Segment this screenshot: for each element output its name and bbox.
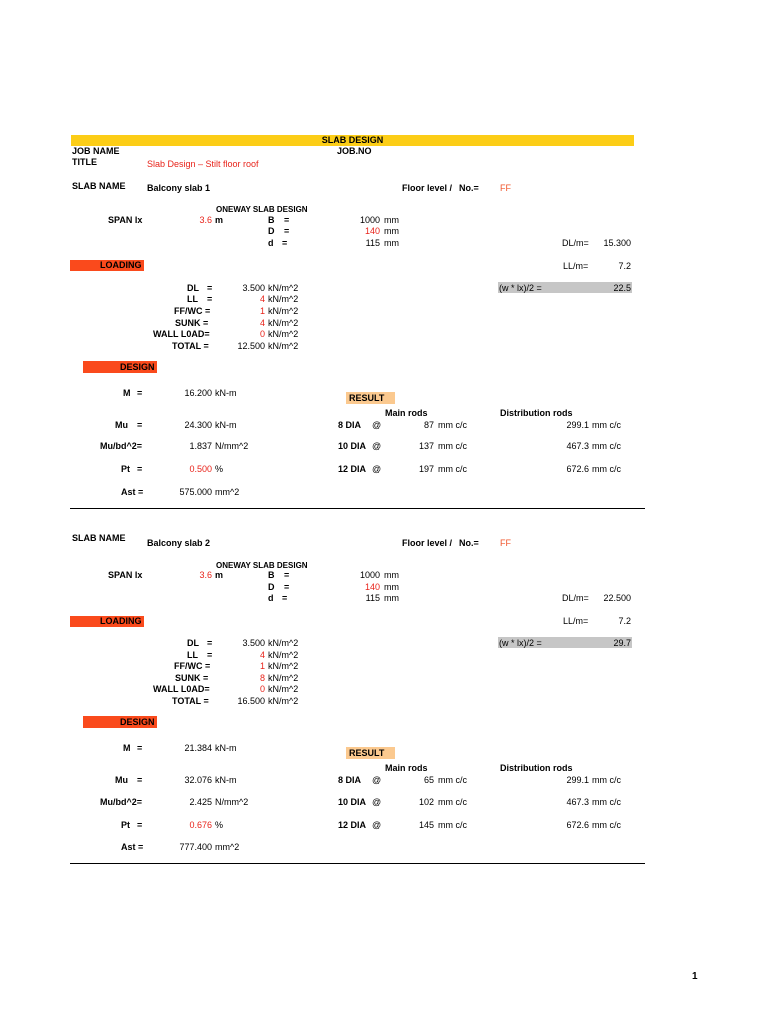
- dl-eq: =: [207, 283, 213, 293]
- main-rods-header: Main rods: [385, 763, 428, 773]
- D-value: 140: [364, 582, 380, 592]
- dia10-dist-unit: mm c/c: [592, 797, 621, 807]
- span-value: 3.6: [199, 215, 212, 225]
- dia8-main: 87: [423, 420, 434, 430]
- mu-eq: =: [137, 420, 143, 430]
- mu-label: Mu: [115, 420, 128, 430]
- sunk-unit: kN/m^2: [268, 673, 299, 683]
- pt-label: Pt: [121, 464, 130, 474]
- dia8-main-unit: mm c/c: [438, 775, 467, 785]
- ll-value: 4: [259, 294, 265, 304]
- total-unit: kN/m^2: [268, 341, 299, 351]
- total-label: TOTAL =: [172, 341, 209, 351]
- section-divider: [70, 863, 645, 864]
- D-unit: mm: [384, 582, 399, 592]
- pt-eq: =: [137, 464, 143, 474]
- dl-m-label: DL/m=: [562, 238, 589, 248]
- span-value: 3.6: [199, 570, 212, 580]
- job-no-label: JOB.NO: [337, 146, 372, 156]
- m-unit: kN-m: [215, 388, 237, 398]
- loading-label: LOADING: [100, 616, 142, 626]
- ll-m-value: 7.2: [618, 616, 631, 626]
- ast-value: 575.000: [179, 487, 212, 497]
- dl-label: DL: [187, 638, 199, 648]
- B-unit: mm: [384, 215, 399, 225]
- B-eq: =: [284, 215, 290, 225]
- mubd-unit: N/mm^2: [215, 797, 249, 807]
- mu-unit: kN-m: [215, 775, 237, 785]
- dia12-dist-unit: mm c/c: [592, 820, 621, 830]
- sunk-value: 8: [259, 673, 265, 683]
- wall-label: WALL L0AD=: [153, 684, 210, 694]
- D-unit: mm: [384, 226, 399, 236]
- ll-label: LL: [187, 294, 198, 304]
- ast-unit: mm^2: [215, 487, 240, 497]
- ll-m-label: LL/m=: [563, 261, 589, 271]
- slab-name-label: SLAB NAME: [72, 181, 126, 191]
- dia12-at: @: [372, 464, 382, 474]
- dia12-label: 12 DIA: [338, 820, 367, 830]
- main-rods-header: Main rods: [385, 408, 428, 418]
- mubd-label: Mu/bd^2=: [100, 441, 143, 451]
- dl-eq: =: [207, 638, 213, 648]
- ffwc-value: 1: [259, 661, 265, 671]
- job-name-label: JOB NAME: [72, 146, 120, 156]
- floor-value: FF: [500, 538, 511, 548]
- pt-value: 0.500: [189, 464, 212, 474]
- dia8-main-unit: mm c/c: [438, 420, 467, 430]
- oneway-heading: ONEWAY SLAB DESIGN: [216, 205, 308, 214]
- sunk-unit: kN/m^2: [268, 318, 299, 328]
- design-label: DESIGN: [120, 717, 155, 727]
- m-value: 16.200: [184, 388, 212, 398]
- d-unit: mm: [384, 593, 399, 603]
- dia8-main: 65: [423, 775, 434, 785]
- dia10-main-unit: mm c/c: [438, 797, 467, 807]
- dl-unit: kN/m^2: [268, 283, 299, 293]
- oneway-heading: ONEWAY SLAB DESIGN: [216, 561, 308, 570]
- dia12-dist-unit: mm c/c: [592, 464, 621, 474]
- ast-value: 777.400: [179, 842, 212, 852]
- B-value: 1000: [359, 570, 380, 580]
- title-value: Slab Design – Stilt floor roof: [147, 159, 259, 169]
- floor-level-label: Floor level /: [402, 538, 453, 548]
- D-eq: =: [284, 226, 290, 236]
- page-number: 1: [692, 971, 698, 982]
- B-label: B: [268, 215, 275, 225]
- ffwc-label: FF/WC =: [174, 306, 211, 316]
- mu-value: 32.076: [184, 775, 212, 785]
- dia10-main: 137: [418, 441, 434, 451]
- total-value: 16.500: [237, 696, 265, 706]
- dia8-dist: 299.1: [566, 420, 589, 430]
- ll-eq: =: [207, 650, 213, 660]
- ll-unit: kN/m^2: [268, 650, 299, 660]
- mubd-label: Mu/bd^2=: [100, 797, 143, 807]
- dia12-at: @: [372, 820, 382, 830]
- mu-value: 24.300: [184, 420, 212, 430]
- dia10-main: 102: [418, 797, 434, 807]
- pt-label: Pt: [121, 820, 130, 830]
- D-eq: =: [284, 582, 290, 592]
- wall-unit: kN/m^2: [268, 329, 299, 339]
- D-value: 140: [364, 226, 380, 236]
- pt-eq: =: [137, 820, 143, 830]
- d-unit: mm: [384, 238, 399, 248]
- dist-rods-header: Distribution rods: [500, 408, 573, 418]
- floor-no-label: No.=: [459, 538, 479, 548]
- dia10-at: @: [372, 441, 382, 451]
- result-label: RESULT: [349, 748, 385, 758]
- m-label: M: [123, 388, 131, 398]
- wlx-value: 29.7: [613, 638, 631, 648]
- B-eq: =: [284, 570, 290, 580]
- dia10-dist: 467.3: [566, 441, 589, 451]
- wlx-value: 22.5: [613, 283, 631, 293]
- m-unit: kN-m: [215, 743, 237, 753]
- ffwc-label: FF/WC =: [174, 661, 211, 671]
- total-value: 12.500: [237, 341, 265, 351]
- dia10-dist: 467.3: [566, 797, 589, 807]
- slab-section-2: [0, 355, 768, 875]
- d-eq: =: [282, 593, 288, 603]
- d-value: 115: [365, 593, 380, 603]
- floor-value: FF: [500, 183, 511, 193]
- m-eq: =: [137, 743, 143, 753]
- m-eq: =: [137, 388, 143, 398]
- dia12-dist: 672.6: [566, 464, 589, 474]
- dia12-main: 145: [418, 820, 434, 830]
- d-label: d: [268, 593, 274, 603]
- dia12-main-unit: mm c/c: [438, 464, 467, 474]
- ast-label: Ast =: [121, 842, 144, 852]
- m-value: 21.384: [184, 743, 212, 753]
- dia12-main-unit: mm c/c: [438, 820, 467, 830]
- B-value: 1000: [359, 215, 380, 225]
- slab-name-value: Balcony slab 2: [147, 538, 211, 548]
- pt-unit: %: [215, 820, 224, 830]
- wall-label: WALL L0AD=: [153, 329, 210, 339]
- wall-value: 0: [259, 329, 265, 339]
- wlx-label: (w * lx)/2 =: [499, 638, 542, 648]
- mu-eq: =: [137, 775, 143, 785]
- total-unit: kN/m^2: [268, 696, 299, 706]
- mubd-value: 2.425: [189, 797, 212, 807]
- dia8-label: 8 DIA: [338, 775, 362, 785]
- wlx-label: (w * lx)/2 =: [499, 283, 542, 293]
- d-eq: =: [282, 238, 288, 248]
- dia8-at: @: [372, 420, 382, 430]
- ll-value: 4: [259, 650, 265, 660]
- d-label: d: [268, 238, 274, 248]
- dl-value: 3.500: [242, 283, 265, 293]
- dia8-label: 8 DIA: [338, 420, 362, 430]
- dia12-dist: 672.6: [566, 820, 589, 830]
- ffwc-unit: kN/m^2: [268, 306, 299, 316]
- sunk-label: SUNK =: [175, 673, 209, 683]
- dl-value: 3.500: [242, 638, 265, 648]
- slab-name-label: SLAB NAME: [72, 533, 126, 543]
- ll-unit: kN/m^2: [268, 294, 299, 304]
- dl-unit: kN/m^2: [268, 638, 299, 648]
- ll-label: LL: [187, 650, 198, 660]
- dia8-at: @: [372, 775, 382, 785]
- B-label: B: [268, 570, 275, 580]
- wall-value: 0: [259, 684, 265, 694]
- wall-unit: kN/m^2: [268, 684, 299, 694]
- span-label: SPAN lx: [108, 570, 143, 580]
- mubd-unit: N/mm^2: [215, 441, 249, 451]
- ffwc-unit: kN/m^2: [268, 661, 299, 671]
- dist-rods-header: Distribution rods: [500, 763, 573, 773]
- d-value: 115: [365, 238, 380, 248]
- loading-label: LOADING: [100, 260, 142, 270]
- ll-m-value: 7.2: [618, 261, 631, 271]
- dia10-label: 10 DIA: [338, 441, 367, 451]
- ffwc-value: 1: [259, 306, 265, 316]
- result-label: RESULT: [349, 393, 385, 403]
- ast-label: Ast =: [121, 487, 144, 497]
- sunk-value: 4: [259, 318, 265, 328]
- floor-level-label: Floor level /: [402, 183, 453, 193]
- mu-unit: kN-m: [215, 420, 237, 430]
- dia8-dist: 299.1: [566, 775, 589, 785]
- ast-unit: mm^2: [215, 842, 240, 852]
- m-label: M: [123, 743, 131, 753]
- pt-value: 0.676: [189, 820, 212, 830]
- D-label: D: [268, 226, 275, 236]
- dia8-dist-unit: mm c/c: [592, 775, 621, 785]
- sunk-label: SUNK =: [175, 318, 209, 328]
- dia12-main: 197: [418, 464, 434, 474]
- dia10-at: @: [372, 797, 382, 807]
- mu-label: Mu: [115, 775, 128, 785]
- slab-name-value: Balcony slab 1: [147, 183, 211, 193]
- dia10-label: 10 DIA: [338, 797, 367, 807]
- page-title: SLAB DESIGN: [321, 135, 384, 145]
- dia10-main-unit: mm c/c: [438, 441, 467, 451]
- mubd-value: 1.837: [189, 441, 212, 451]
- dl-m-value: 15.300: [603, 238, 631, 248]
- span-unit: m: [215, 215, 224, 225]
- ll-m-label: LL/m=: [563, 616, 589, 626]
- dl-m-value: 22.500: [603, 593, 631, 603]
- dia12-label: 12 DIA: [338, 464, 367, 474]
- dl-m-label: DL/m=: [562, 593, 589, 603]
- title-label: TITLE: [72, 157, 97, 167]
- span-label: SPAN lx: [108, 215, 143, 225]
- dia10-dist-unit: mm c/c: [592, 441, 621, 451]
- dl-label: DL: [187, 283, 199, 293]
- design-label: DESIGN: [120, 362, 155, 372]
- total-label: TOTAL =: [172, 696, 209, 706]
- floor-no-label: No.=: [459, 183, 479, 193]
- pt-unit: %: [215, 464, 224, 474]
- B-unit: mm: [384, 570, 399, 580]
- ll-eq: =: [207, 294, 213, 304]
- span-unit: m: [215, 570, 224, 580]
- D-label: D: [268, 582, 275, 592]
- dia8-dist-unit: mm c/c: [592, 420, 621, 430]
